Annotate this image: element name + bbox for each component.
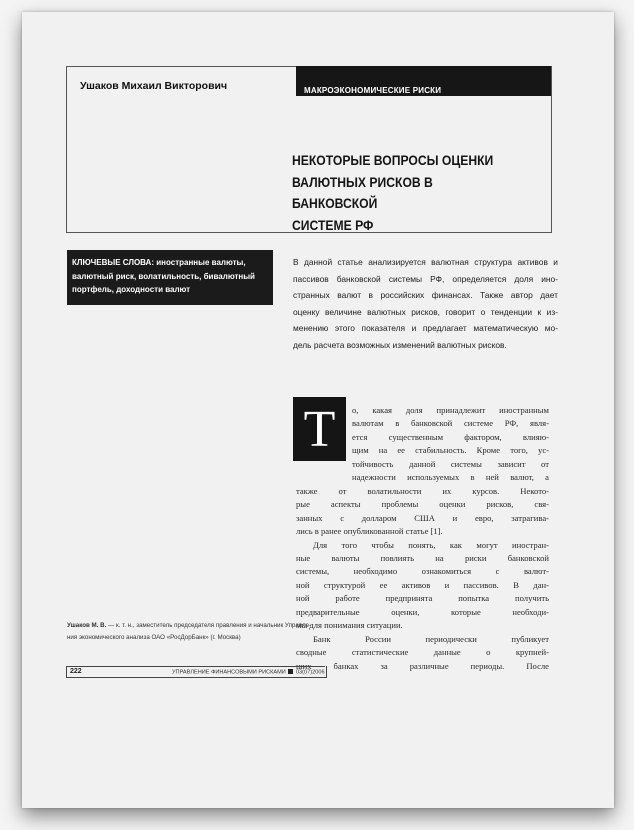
body-line: занных с долларом США и евро, затрагива-	[296, 512, 549, 523]
title-line: СИСТЕМЕ РФ	[292, 217, 374, 233]
journal-name	[172, 669, 325, 676]
abstract-line: менению этого показателя и предлагает математическую мо-	[293, 323, 558, 334]
author-note	[67, 620, 327, 644]
title-line: ВАЛЮТНЫХ РИСКОВ В БАНКОВСКОЙ	[292, 174, 433, 211]
abstract-line: пассивов банковской системы РФ, определяется доля ино-	[293, 273, 558, 284]
body-line: рые аспекты проблемы оценки рисков, свя-	[296, 499, 549, 510]
body-line: сводные статистические данные о крупней-	[296, 647, 549, 658]
body-line: Для того чтобы понять, как могут иностран-	[313, 539, 549, 550]
abstract-line: странных валют в российских финансах. Также автор дает	[293, 290, 558, 301]
body-line: ется существенным фактором, влияю-	[352, 431, 549, 442]
body-line: ной структурой ее активов и пассивов. В дан-	[296, 579, 549, 590]
author-note-text: — к. т. н., заместитель председателя правления и начальник Управле-	[106, 622, 312, 629]
author-note-text: ния экономического анализа ОАО «РосДорБанк» (г. Москва)	[67, 634, 241, 641]
keywords-text	[72, 256, 272, 297]
abstract-line: оценку величине валютных рисков, говорит о тенденции к из-	[293, 306, 558, 317]
body-line: лись в ранее опубликованной статье [1].	[296, 526, 443, 537]
title-line: НЕКОТОРЫЕ ВОПРОСЫ ОЦЕНКИ	[292, 153, 494, 168]
body-line: ших банках за различные периоды. После	[296, 660, 549, 671]
section-label: МАКРОЭКОНОМИЧЕСКИЕ РИСКИ	[304, 86, 442, 95]
keywords-line: портфель, доходности валют	[72, 285, 191, 294]
body-line: надежности используемых в ней валют, а	[352, 472, 549, 483]
body-line: системы, необходимо ознакомиться с валют-	[296, 566, 549, 577]
abstract-line: В данной статье анализируется валютная структура активов и	[293, 257, 558, 267]
body-line: ные валюты повлиять на риски банковской	[296, 552, 549, 563]
body-line: валютам в банковской системе РФ, явля-	[352, 418, 549, 429]
page-number: 222	[70, 668, 82, 675]
body-line: также от волатильности их курсов. Некото-	[296, 485, 549, 496]
body-line: тойчивость данной системы зависит от	[352, 458, 549, 469]
dropcap-letter: Т	[303, 401, 336, 458]
body-line: мы для понимания ситуации.	[296, 620, 403, 631]
body-line: предварительные оценки, которые необходи-	[296, 606, 549, 617]
body-line: Банк России периодически публикует	[313, 633, 549, 644]
square-icon	[288, 669, 293, 674]
abstract	[293, 254, 558, 354]
body-line: щим на ее стабильность. Кроме того, ус-	[352, 445, 549, 456]
keywords-line: валютный риск, волатильность, бивалютный	[72, 271, 255, 281]
keywords-line: КЛЮЧЕВЫЕ СЛОВА: иностранные валюты,	[72, 258, 246, 267]
journal-issue: 03(07)2006	[295, 669, 325, 676]
body-line: о, какая доля принадлежит иностранным	[352, 405, 549, 415]
abstract-line: дель расчета возможных изменений валютных рисков.	[293, 339, 507, 350]
article-title	[292, 150, 517, 236]
journal-title: УПРАВЛЕНИЕ ФИНАНСОВЫМИ РИСКАМИ	[172, 669, 286, 676]
body-line: ной работе предпринята попытка получить	[296, 593, 549, 604]
author-note-name: Ушаков М. В.	[67, 622, 107, 629]
author-name: Ушаков Михаил Викторович	[80, 80, 228, 92]
